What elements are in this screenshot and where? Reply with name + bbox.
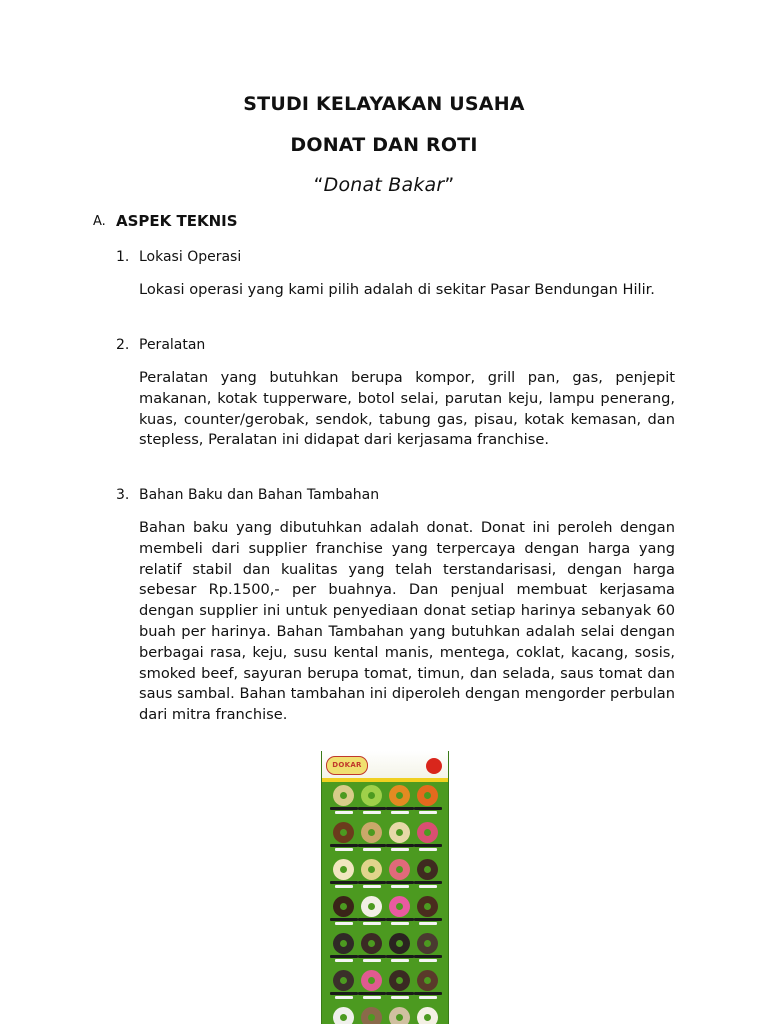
donut-icon bbox=[417, 859, 438, 880]
donut-price-tag bbox=[391, 922, 409, 925]
donut-price-tag bbox=[363, 811, 381, 814]
poster-donut-item bbox=[358, 784, 386, 817]
donut-name-tag bbox=[330, 918, 358, 921]
donut-icon bbox=[389, 785, 410, 806]
donut-icon bbox=[333, 859, 354, 880]
section-marker: A. bbox=[93, 214, 106, 229]
donut-price-tag bbox=[363, 885, 381, 888]
donut-menu-poster-image bbox=[321, 751, 449, 1024]
donut-name-tag bbox=[330, 844, 358, 847]
donut-icon bbox=[417, 785, 438, 806]
donut-name-tag bbox=[386, 955, 414, 958]
poster-donut-item bbox=[414, 895, 442, 928]
donut-name-tag bbox=[414, 918, 442, 921]
poster-donut-item bbox=[414, 969, 442, 1002]
donut-name-tag bbox=[330, 955, 358, 958]
donut-icon bbox=[361, 933, 382, 954]
section-title: ASPEK TEKNIS bbox=[116, 212, 238, 230]
donut-name-tag bbox=[414, 881, 442, 884]
donut-name-tag bbox=[386, 918, 414, 921]
document-title-line2: DONAT DAN ROTI bbox=[290, 134, 478, 156]
poster-donut-item bbox=[414, 858, 442, 891]
donut-price-tag bbox=[419, 811, 437, 814]
subtitle-open-quote: “ bbox=[313, 174, 324, 196]
poster-donut-item bbox=[386, 969, 414, 1002]
donut-icon bbox=[389, 933, 410, 954]
donut-name-tag bbox=[414, 807, 442, 810]
poster-donut-item bbox=[386, 895, 414, 928]
donut-icon bbox=[361, 896, 382, 917]
poster-donut-item bbox=[358, 895, 386, 928]
donut-icon bbox=[417, 933, 438, 954]
donut-price-tag bbox=[391, 885, 409, 888]
subtitle-text: Donat Bakar bbox=[323, 174, 445, 196]
donut-price-tag bbox=[419, 848, 437, 851]
donut-icon bbox=[389, 896, 410, 917]
item-number: 3. bbox=[116, 487, 130, 503]
donut-price-tag bbox=[335, 996, 353, 999]
donut-name-tag bbox=[414, 992, 442, 995]
poster-donut-item bbox=[414, 821, 442, 854]
donut-icon bbox=[333, 1007, 354, 1024]
donut-icon bbox=[417, 1007, 438, 1024]
item-number: 1. bbox=[116, 249, 130, 265]
item-paragraph-bahan-baku: Bahan baku yang dibutuhkan adalah donat. Donat ini peroleh dengan membeli dari supplier franchise yang terpercaya dengan harga yang relatif stabil dan kualitas yang telah terstandarisasi, dengan harga sebesar Rp.1500,- per buahnya. Dan penjual membuat kerjasama dengan supplier ini untuk penyediaan donat setiap harinya sebanyak 60 buah per harinya. Bahan Tambahan yang butuhkan adalah selai dengan berbagai rasa, keju, susu kental manis, mentega, coklat, kacang, sosis, smoked beef, sayuran berupa tomat, timun, dan selada, saus tomat dan saus sambal. Bahan tambahan ini diperoleh dengan mengorder perbulan dari mitra franchise. bbox=[139, 519, 675, 724]
donut-icon bbox=[361, 785, 382, 806]
donut-price-tag bbox=[335, 959, 353, 962]
poster-donut-item bbox=[330, 784, 358, 817]
donut-icon bbox=[417, 970, 438, 991]
donut-price-tag bbox=[363, 996, 381, 999]
poster-donut-item bbox=[330, 895, 358, 928]
donut-icon bbox=[333, 822, 354, 843]
donut-price-tag bbox=[391, 848, 409, 851]
donut-name-tag bbox=[358, 844, 386, 847]
donut-price-tag bbox=[335, 885, 353, 888]
donut-name-tag bbox=[386, 807, 414, 810]
poster-logo: DOKAR bbox=[326, 756, 368, 775]
poster-donut-item bbox=[358, 932, 386, 965]
poster-donut-item bbox=[330, 1006, 358, 1024]
donut-price-tag bbox=[419, 885, 437, 888]
donut-price-tag bbox=[391, 811, 409, 814]
donut-icon bbox=[361, 970, 382, 991]
poster-donut-item bbox=[330, 932, 358, 965]
donut-icon bbox=[417, 822, 438, 843]
poster-donut-item bbox=[358, 821, 386, 854]
donut-name-tag bbox=[414, 955, 442, 958]
poster-donut-item bbox=[358, 858, 386, 891]
poster-donut-item bbox=[414, 932, 442, 965]
poster-donut-item bbox=[358, 1006, 386, 1024]
donut-price-tag bbox=[419, 996, 437, 999]
document-subtitle bbox=[0, 174, 768, 196]
item-number: 2. bbox=[116, 337, 130, 353]
subtitle-close-quote: ” bbox=[444, 174, 455, 196]
donut-icon bbox=[389, 859, 410, 880]
donut-icon bbox=[361, 859, 382, 880]
poster-donut-item bbox=[386, 1006, 414, 1024]
item-paragraph-peralatan: Peralatan yang butuhkan berupa kompor, grill pan, gas, penjepit makanan, kotak tupperware, botol selai, parutan keju, lampu penerang, kuas, counter/gerobak, sendok, tabung gas, pisau, kotak kemasan, dan stepless, Peralatan ini didapat dari kerjasama franchise. bbox=[139, 369, 675, 449]
donut-name-tag bbox=[386, 992, 414, 995]
donut-price-tag bbox=[419, 959, 437, 962]
donut-name-tag bbox=[358, 807, 386, 810]
donut-price-tag bbox=[335, 811, 353, 814]
donut-icon bbox=[333, 970, 354, 991]
poster-stripe bbox=[322, 778, 448, 782]
donut-name-tag bbox=[386, 881, 414, 884]
poster-donut-item bbox=[358, 969, 386, 1002]
donut-price-tag bbox=[363, 959, 381, 962]
item-paragraph-lokasi-operasi: Lokasi operasi yang kami pilih adalah di sekitar Pasar Bendungan Hilir. bbox=[139, 281, 655, 298]
donut-icon bbox=[361, 822, 382, 843]
donut-icon bbox=[333, 933, 354, 954]
donut-price-tag bbox=[363, 848, 381, 851]
poster-header bbox=[322, 751, 448, 780]
donut-name-tag bbox=[358, 918, 386, 921]
donut-price-tag bbox=[391, 959, 409, 962]
donut-icon bbox=[389, 822, 410, 843]
poster-donut-item bbox=[386, 784, 414, 817]
donut-grid bbox=[330, 784, 442, 1024]
donut-icon bbox=[333, 896, 354, 917]
donut-price-tag bbox=[363, 922, 381, 925]
donut-name-tag bbox=[358, 955, 386, 958]
donut-price-tag bbox=[419, 922, 437, 925]
donut-price-tag bbox=[335, 922, 353, 925]
donut-icon bbox=[417, 896, 438, 917]
poster-donut-item bbox=[330, 969, 358, 1002]
poster-donut-item bbox=[414, 1006, 442, 1024]
donut-icon bbox=[389, 970, 410, 991]
donut-name-tag bbox=[386, 844, 414, 847]
document-title-line1: STUDI KELAYAKAN USAHA bbox=[243, 93, 525, 115]
poster-badge-icon bbox=[426, 758, 442, 774]
donut-price-tag bbox=[335, 848, 353, 851]
poster-donut-item bbox=[330, 821, 358, 854]
poster-donut-item bbox=[386, 858, 414, 891]
donut-icon bbox=[389, 1007, 410, 1024]
donut-name-tag bbox=[330, 807, 358, 810]
poster-donut-item bbox=[414, 784, 442, 817]
donut-name-tag bbox=[358, 881, 386, 884]
donut-price-tag bbox=[391, 996, 409, 999]
donut-name-tag bbox=[330, 881, 358, 884]
poster-donut-item bbox=[386, 821, 414, 854]
item-title-peralatan: Peralatan bbox=[139, 337, 206, 353]
donut-name-tag bbox=[414, 844, 442, 847]
item-title-lokasi-operasi: Lokasi Operasi bbox=[139, 249, 242, 265]
donut-icon bbox=[361, 1007, 382, 1024]
poster-donut-item bbox=[330, 858, 358, 891]
poster-donut-item bbox=[386, 932, 414, 965]
donut-name-tag bbox=[358, 992, 386, 995]
donut-name-tag bbox=[330, 992, 358, 995]
donut-icon bbox=[333, 785, 354, 806]
item-title-bahan-baku: Bahan Baku dan Bahan Tambahan bbox=[139, 487, 380, 503]
